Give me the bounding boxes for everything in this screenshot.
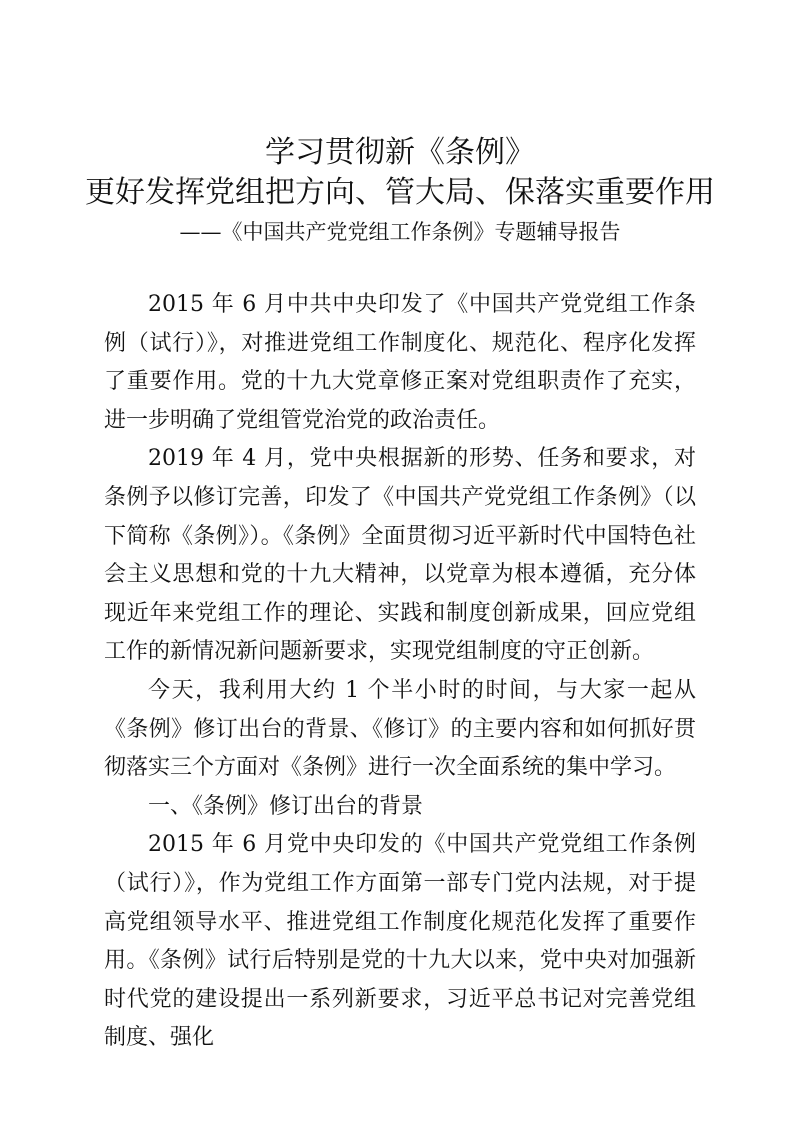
- body-text: [104, 286, 696, 1058]
- paragraph-4: 2015 年 6 月党中央印发的《中国共产党党组工作条例（试行）》，作为党组工作方面第一部专门党内法规，对于提高党组领导水平、推进党组工作制度化规范化发挥了重要作用。《条例》试行后特别是党的十九大以来，党中央对加强新时代党的建设提出一系列新要求，习近平总书记对完善党组制度、强化: [104, 832, 696, 1051]
- paragraph-3: 今天，我利用大约 1 个半小时的时间，与大家一起从《条例》修订出台的背景、《修订》的主要内容和如何抓好贯彻落实三个方面对《条例》进行一次全面系统的集中学习。: [104, 677, 696, 781]
- section-heading-1: 一、《条例》修订出台的背景: [148, 793, 424, 819]
- paragraph-2: 2019 年 4 月，党中央根据新的形势、任务和要求，对条例予以修订完善，印发了《中国共产党党组工作条例》（以下简称《条例》）。《条例》全面贯彻习近平新时代中国特色社会主义思想和党的十九大精神，以党章为根本遵循，充分体现近年来党组工作的理论、实践和制度创新成果，回应党组工作的新情况新问题新要求，实现党组制度的守正创新。: [104, 446, 696, 665]
- title-line-1: 学习贯彻新《条例》: [265, 135, 535, 170]
- title-line-2: 更好发挥党组把方向、管大局、保落实重要作用: [85, 175, 715, 210]
- paragraph-1: 2015 年 6 月中共中央印发了《中国共产党党组工作条例（试行）》，对推进党组工作制度化、规范化、程序化发挥了重要作用。党的十九大党章修正案对党组职责作了充实，进一步明确了党组管党治党的政治责任。: [104, 292, 696, 433]
- subtitle: ——《中国共产党党组工作条例》专题辅导报告: [179, 220, 621, 244]
